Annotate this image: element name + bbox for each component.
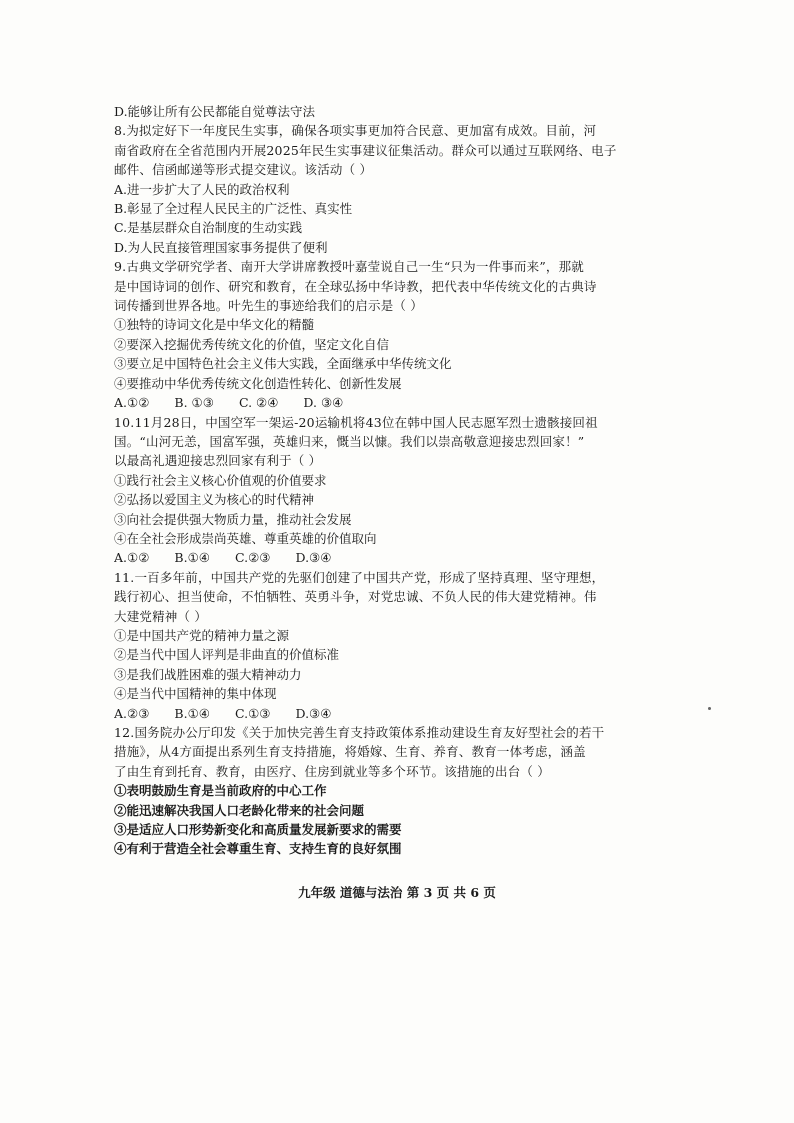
statement-line: ③要立足中国特色社会主义伟大实践，全面继承中华传统文化 xyxy=(114,356,452,372)
statement-line: ③向社会提供强大物质力量，推动社会发展 xyxy=(114,511,352,527)
option-line: A.进一步扩大了人民的政治权利 xyxy=(114,181,290,197)
question-8-stem: 8.为拟定好下一年度民生实事，确保各项实事更加符合民意、更加富有成效。目前，河 xyxy=(114,123,597,139)
question-9-stem: 9.古典文学研究学者、南开大学讲席教授叶嘉莹说自己一生“只为一件事而来”，那就 xyxy=(114,259,585,275)
statement-line: ②要深入挖掘优秀传统文化的价值，坚定文化自信 xyxy=(114,336,390,352)
text-line: 践行初心、担当使命，不怕牺牲、英勇斗争，对党忠诚、不负人民的伟大建党精神。伟 xyxy=(114,589,597,605)
text-line: 措施》，从4方面提出系列生育支持措施，将婚嫁、生育、养育、教育一体考虑，涵盖 xyxy=(114,744,586,760)
option-line: D.为人民直接管理国家事务提供了便利 xyxy=(114,239,328,255)
statement-line: ①践行社会主义核心价值观的价值要求 xyxy=(114,472,327,488)
text-line: 邮件、信函邮递等形式提交建议。该活动（ ） xyxy=(114,162,373,178)
statement-line: ④在全社会形成崇尚英雄、尊重英雄的价值取向 xyxy=(114,530,377,546)
statement-line: ③是适应人口形势新变化和高质量发展新要求的需要 xyxy=(114,822,402,838)
statement-line: ④要推动中华优秀传统文化创造性转化、创新性发展 xyxy=(114,375,402,391)
question-content xyxy=(114,102,694,859)
statement-line: ①是中国共产党的精神力量之源 xyxy=(114,627,290,643)
statement-line: ④是当代中国精神的集中体现 xyxy=(114,686,277,702)
option-line: C.是基层群众自治制度的生动实践 xyxy=(114,220,303,236)
option-line: B.彰显了全过程人民民主的广泛性、真实性 xyxy=(114,201,353,217)
statement-line: ③是我们战胜困难的强大精神动力 xyxy=(114,666,302,682)
text-line: 国。“山河无恙，国富军强，英雄归来，慨当以慷。我们以崇高敬意迎接忠烈回家！” xyxy=(114,433,585,449)
question-10-stem: 10.11月28日，中国空军一架运-20运输机将43位在韩中国人民志愿军烈士遗骸接回祖 xyxy=(114,414,598,430)
text-line: 了由生育到托育、教育，由医疗、住房到就业等多个环节。该措施的出台（ ） xyxy=(114,763,550,779)
statement-line: ②是当代中国人评判是非曲直的价值标准 xyxy=(114,647,340,663)
question-12-stem: 12.国务院办公厅印发《关于加快完善生育支持政策体系推动建设生育友好型社会的若干 xyxy=(114,725,605,740)
choice-line: A.①② B. ①③ C. ②④ D. ③④ xyxy=(114,395,344,411)
choice-line: A.②③ B.①④ C.①③ D.③④ xyxy=(114,705,332,721)
page-footer: 九年级 道德与法治 第 3 页 共 6 页 xyxy=(298,885,496,900)
text-line: 以最高礼遇迎接忠烈回家有利于（ ） xyxy=(114,453,322,469)
question-11-stem: 11.一百多年前，中国共产党的先驱们创建了中国共产党，形成了坚持真理、坚守理想， xyxy=(114,569,605,585)
text-line: 南省政府在全省范围内开展2025年民生实事建议征集活动。群众可以通过互联网络、电子 xyxy=(114,142,617,158)
text-line: 词传播到世界各地。叶先生的事迹给我们的启示是（ ） xyxy=(114,298,423,314)
statement-line: ②能迅速解决我国人口老龄化带来的社会问题 xyxy=(114,802,365,818)
text-line: 是中国诗词的创作、研究和教育，在全球弘扬中华诗教，把代表中华传统文化的古典诗 xyxy=(114,278,597,294)
statement-line: ①表明鼓励生育是当前政府的中心工作 xyxy=(114,783,327,799)
choice-line: A.①② B.①④ C.②③ D.③④ xyxy=(114,550,332,566)
statement-line: ④有利于营造全社会尊重生育、支持生育的良好氛围 xyxy=(114,841,402,857)
text-line: 大建党精神（ ） xyxy=(114,608,208,624)
text-line: D.能够让所有公民都能自觉尊法守法 xyxy=(114,104,316,119)
statement-line: ①独特的诗词文化是中华文化的精髓 xyxy=(114,317,315,333)
scan-speck xyxy=(708,707,711,710)
statement-line: ②弘扬以爱国主义为核心的时代精神 xyxy=(114,492,315,508)
